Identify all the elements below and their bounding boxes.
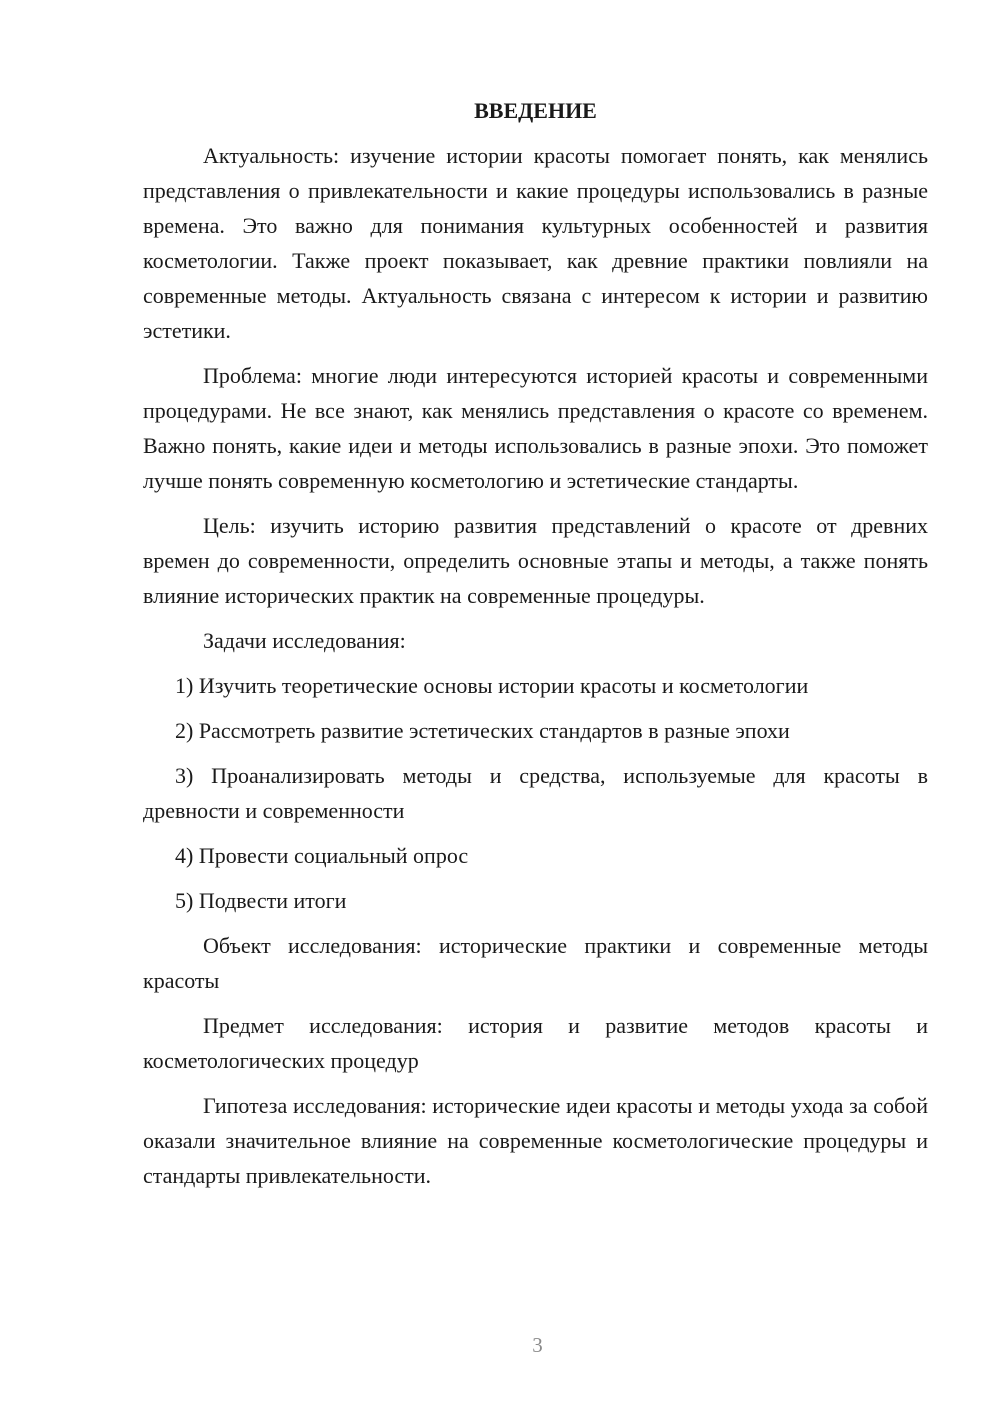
subject-paragraph: Предмет исследования: история и развитие методов красоты и косметологических процедур xyxy=(143,1013,928,1073)
relevance-paragraph: Актуальность: изучение истории красоты помогает понять, как менялись представления о привлекательности и какие процедуры использовались в разные времена. Это важно для понимания культурных особенностей и развития косметологии. Также проект показывает, как древние практики повлияли на современные методы. Актуальность связана с интересом к истории и развитию эстетики. xyxy=(143,143,928,343)
document-body xyxy=(143,93,928,1203)
object-paragraph: Объект исследования: исторические практики и современные методы красоты xyxy=(143,933,928,993)
task-item: 4) Провести социальный опрос xyxy=(175,843,469,868)
task-item: 3) Проанализировать методы и средства, используемые для красоты в древности и современности xyxy=(143,763,928,823)
task-item: 2) Рассмотреть развитие эстетических стандартов в разные эпохи xyxy=(175,718,790,743)
tasks-heading: Задачи исследования: xyxy=(203,628,406,653)
problem-paragraph: Проблема: многие люди интересуются историей красоты и современными процедурами. Не все знают, как менялись представления о красоте со временем. Важно понять, какие идеи и методы использовались в разные эпохи. Это поможет лучше понять современную косметологию и эстетические стандарты. xyxy=(143,363,928,493)
tasks-list xyxy=(143,668,928,918)
page-title: ВВЕДЕНИЕ xyxy=(474,98,597,123)
goal-paragraph: Цель: изучить историю развития представлений о красоте от древних времен до современности, определить основные этапы и методы, а также понять влияние исторических практик на современные процедуры. xyxy=(143,513,928,608)
task-item: 1) Изучить теоретические основы истории красоты и косметологии xyxy=(175,673,809,698)
page-number: 3 xyxy=(532,1333,543,1357)
hypothesis-paragraph: Гипотеза исследования: исторические идеи красоты и методы ухода за собой оказали значительное влияние на современные косметологические процедуры и стандарты привлекательности. xyxy=(143,1093,928,1188)
task-item: 5) Подвести итоги xyxy=(175,888,347,913)
